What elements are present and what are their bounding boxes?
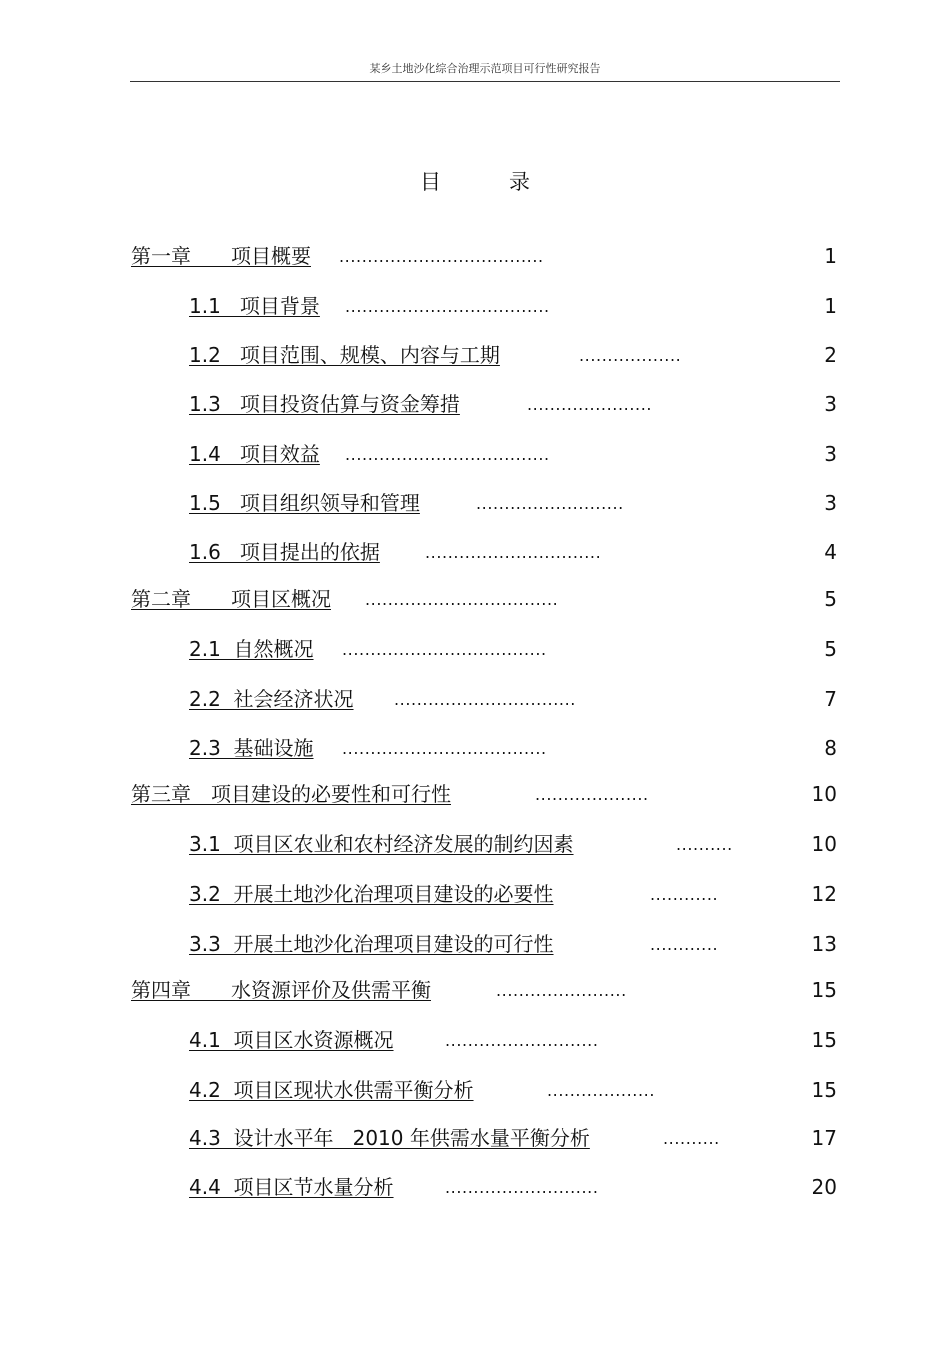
toc-leader-dots: ................... — [547, 1081, 656, 1100]
toc-entry-label[interactable]: 第一章 项目概要 — [131, 244, 311, 268]
toc-entry-3-2[interactable] — [0, 880, 950, 910]
toc-entry-label[interactable]: 1.2 项目范围、规模、内容与工期 — [189, 343, 500, 367]
toc-entry-label[interactable]: 3.1 项目区农业和农村经济发展的制约因素 — [189, 832, 574, 856]
toc-leader-dots: .................... — [535, 785, 649, 804]
toc-page-number: 15 — [811, 978, 837, 1002]
toc-page-number: 10 — [811, 832, 837, 856]
toc-entry-3-3[interactable] — [0, 930, 950, 960]
toc-page-number: 8 — [824, 736, 837, 760]
toc-leader-dots: .................................... — [345, 445, 550, 464]
toc-entry-label[interactable]: 4.3 设计水平年 2010 年供需水量平衡分析 — [189, 1126, 590, 1150]
toc-entry-2-1[interactable] — [0, 635, 950, 665]
toc-leader-dots: .......... — [676, 835, 733, 854]
toc-entry-1-2[interactable] — [0, 341, 950, 371]
toc-leader-dots: ................................ — [394, 690, 576, 709]
toc-entry-4-4[interactable] — [0, 1173, 950, 1203]
toc-page-number: 15 — [811, 1028, 837, 1052]
toc-entry-label[interactable]: 1.3 项目投资估算与资金筹措 — [189, 392, 460, 416]
toc-page-number: 4 — [824, 540, 837, 564]
toc-entry-4-3[interactable] — [0, 1124, 950, 1154]
toc-title: 目录 — [420, 170, 598, 194]
toc-entry-label[interactable]: 3.3 开展土地沙化治理项目建设的可行性 — [189, 932, 554, 956]
toc-entry-1-5[interactable] — [0, 489, 950, 519]
toc-entry-chapter-1[interactable] — [0, 242, 950, 272]
toc-entry-1-4[interactable] — [0, 440, 950, 470]
toc-leader-dots: .................................... — [342, 739, 547, 758]
toc-page-number: 1 — [824, 294, 837, 318]
toc-leader-dots: ........................... — [445, 1031, 599, 1050]
toc-page-number: 5 — [824, 587, 837, 611]
header-title: 某乡土地沙化综合治理示范项目可行性研究报告 — [369, 62, 601, 75]
toc-entry-2-3[interactable] — [0, 734, 950, 764]
toc-entry-label[interactable]: 4.2 项目区现状水供需平衡分析 — [189, 1078, 474, 1102]
toc-entry-label[interactable]: 第三章 项目建设的必要性和可行性 — [131, 782, 451, 806]
toc-page-number: 10 — [811, 782, 837, 806]
running-header — [130, 59, 840, 82]
toc-page-number: 1 — [824, 244, 837, 268]
toc-entry-label[interactable]: 1.5 项目组织领导和管理 — [189, 491, 420, 515]
toc-entry-label[interactable]: 2.3 基础设施 — [189, 736, 314, 760]
toc-entry-label[interactable]: 4.1 项目区水资源概况 — [189, 1028, 394, 1052]
toc-entry-chapter-2[interactable] — [0, 585, 950, 615]
toc-entry-label[interactable]: 第二章 项目区概况 — [131, 587, 331, 611]
toc-leader-dots: ............ — [650, 885, 719, 904]
toc-page-number: 2 — [824, 343, 837, 367]
toc-leader-dots: .......... — [663, 1129, 720, 1148]
toc-entry-4-1[interactable] — [0, 1026, 950, 1056]
toc-entry-label[interactable]: 2.1 自然概况 — [189, 637, 314, 661]
toc-leader-dots: .................. — [579, 346, 682, 365]
toc-leader-dots: .......................... — [476, 494, 624, 513]
toc-entry-label[interactable]: 3.2 开展土地沙化治理项目建设的必要性 — [189, 882, 554, 906]
toc-page-number: 17 — [811, 1126, 837, 1150]
toc-page-number: 12 — [811, 882, 837, 906]
toc-leader-dots: .................................... — [339, 247, 544, 266]
toc-page-number: 3 — [824, 442, 837, 466]
toc-entry-label[interactable]: 4.4 项目区节水量分析 — [189, 1175, 394, 1199]
toc-entry-chapter-4[interactable] — [0, 976, 950, 1006]
toc-page-number: 20 — [811, 1175, 837, 1199]
toc-leader-dots: ....................... — [496, 981, 627, 1000]
toc-entry-1-1[interactable] — [0, 292, 950, 322]
toc-entry-1-6[interactable] — [0, 538, 950, 568]
toc-entry-3-1[interactable] — [0, 830, 950, 860]
toc-entry-4-2[interactable] — [0, 1076, 950, 1106]
toc-leader-dots: ............................... — [425, 543, 602, 562]
toc-entry-2-2[interactable] — [0, 685, 950, 715]
toc-page-number: 5 — [824, 637, 837, 661]
toc-entry-label[interactable]: 1.4 项目效益 — [189, 442, 320, 466]
toc-entry-1-3[interactable] — [0, 390, 950, 420]
toc-page-number: 3 — [824, 491, 837, 515]
toc-leader-dots: .................................... — [342, 640, 547, 659]
toc-page-number: 15 — [811, 1078, 837, 1102]
toc-page-number: 13 — [811, 932, 837, 956]
toc-leader-dots: .................................. — [365, 590, 559, 609]
toc-leader-dots: ...................... — [527, 395, 653, 414]
toc-page-number: 7 — [824, 687, 837, 711]
toc-leader-dots: .................................... — [345, 297, 550, 316]
toc-page-number: 3 — [824, 392, 837, 416]
toc-entry-label[interactable]: 1.6 项目提出的依据 — [189, 540, 380, 564]
toc-entry-label[interactable]: 1.1 项目背景 — [189, 294, 320, 318]
toc-entry-label[interactable]: 2.2 社会经济状况 — [189, 687, 354, 711]
toc-entry-chapter-3[interactable] — [0, 780, 950, 810]
toc-entry-label[interactable]: 第四章 水资源评价及供需平衡 — [131, 978, 431, 1002]
toc-leader-dots: ............ — [650, 935, 719, 954]
toc-leader-dots: ........................... — [445, 1178, 599, 1197]
